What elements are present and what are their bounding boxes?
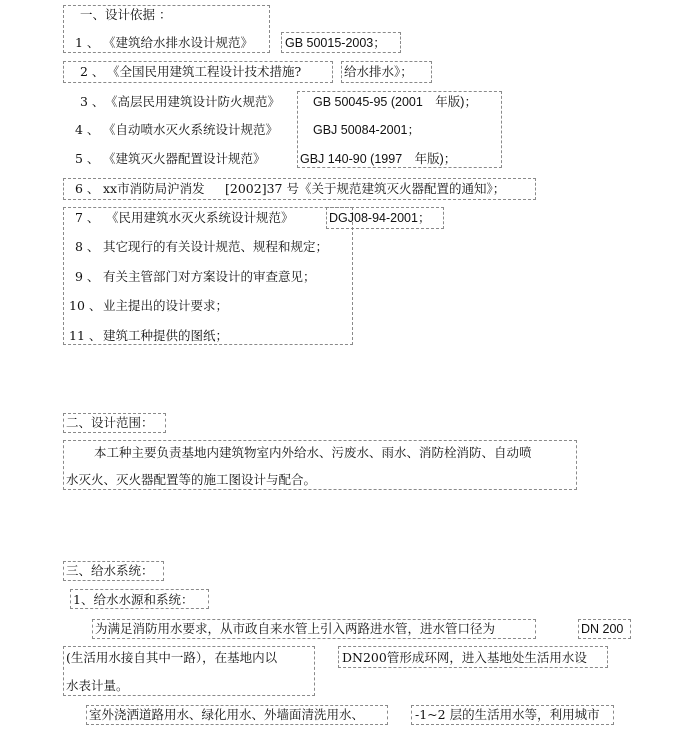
paragraph-line-2a: (生活用水接自其中一路），在基地内以 — [66, 650, 278, 665]
list-item-1-code: GB 50015-2003； — [285, 36, 386, 50]
list-item-11-number: 11 、 — [69, 328, 102, 343]
section3-heading: 三、给水系统： — [66, 563, 154, 578]
list-item-1-number: 1 、 — [75, 35, 100, 50]
list-item-6-number: 6 、 — [75, 181, 100, 196]
list-item-6-title: xx市消防局沪消发 — [103, 181, 205, 196]
list-item-7-code: DGJ08-94-2001； — [329, 211, 431, 225]
paragraph-line-4b: -1~2 层的生活用水等，利用城市 — [415, 707, 600, 722]
paragraph-line-3: 水表计量。 — [66, 678, 129, 693]
list-item-10-title: 业主提出的设计要求； — [103, 298, 229, 313]
list-item-3-title: 《高层民用建筑设计防火规范》 — [105, 94, 281, 109]
paragraph-line-1a: 为满足消防用水要求，从市政自来水管上引入两路进水管，进水管口径为 — [95, 621, 496, 636]
list-item-2-title: 《全国民用建筑工程设计技术措施? — [107, 64, 302, 79]
list-item-1-title: 《建筑给水排水设计规范》 — [103, 35, 254, 50]
list-item-4-code: GBJ 50084-2001； — [313, 123, 421, 137]
list-item-5-title: 《建筑灭火器配置设计规范》 — [103, 151, 266, 166]
list-item-2-number: 2 、 — [80, 64, 105, 79]
paragraph-line-2b: DN200管形成环网，进入基地处生活用水设 — [342, 650, 587, 665]
list-item-3-number: 3 、 — [80, 94, 105, 109]
paragraph-line-4a: 室外浇洒道路用水、绿化用水、外墙面清洗用水、 — [89, 707, 365, 722]
list-item-6-code: [2002]37 号《关于规范建筑灭火器配置的通知》； — [225, 181, 506, 196]
section3-subheading: 1、给水水源和系统： — [73, 592, 194, 607]
list-item-11-title: 建筑工种提供的图纸； — [103, 328, 229, 343]
section2-heading: 二、设计范围： — [66, 415, 154, 430]
list-item-4-number: 4 、 — [75, 122, 100, 137]
list-item-7-number: 7 、 — [75, 210, 100, 225]
list-item-8-title: 其它现行的有关设计规范、规程和规定； — [103, 239, 329, 254]
list-item-5-number: 5 、 — [75, 151, 100, 166]
list-item-10-number: 10 、 — [69, 298, 102, 313]
list-item-5-code: GBJ 140-90 (1997 年版)； — [300, 152, 457, 166]
list-item-8-number: 8 、 — [75, 239, 100, 254]
list-item-3-code: GB 50045-95 (2001 年版)； — [313, 95, 477, 109]
list-item-9-number: 9 、 — [75, 269, 100, 284]
list-item-9-title: 有关主管部门对方案设计的审查意见； — [103, 269, 316, 284]
list-item-2-code: 给水排水》； — [344, 64, 413, 79]
list-item-7-title: 《民用建筑水灭火系统设计规范》 — [106, 210, 294, 225]
section2-line-1: 本工种主要负责基地内建筑物室内外给水、污废水、雨水、消防栓消防、自动喷 — [94, 445, 532, 460]
list-item-4-title: 《自动喷水灭火系统设计规范》 — [103, 122, 279, 137]
section2-line-2: 水灭火、灭火器配置等的施工图设计与配合。 — [66, 472, 317, 487]
section1-heading: 一、设计依据 ： — [80, 7, 172, 22]
paragraph-line-1b: DN 200 — [581, 622, 624, 636]
